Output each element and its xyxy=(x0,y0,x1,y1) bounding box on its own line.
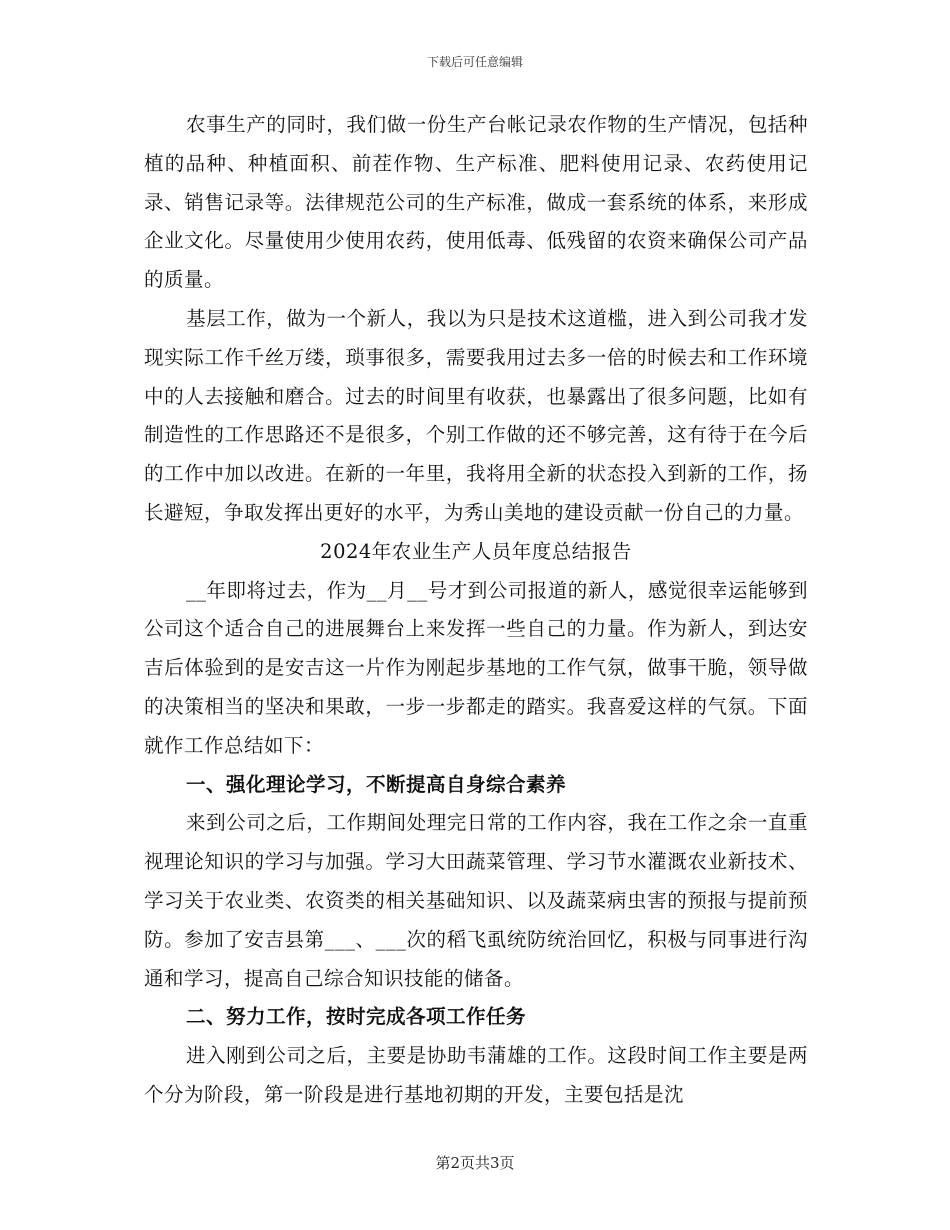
page-footer: 第2页共3页 xyxy=(435,1154,515,1172)
paragraph-introduction: __年即将过去，作为__月__号才到公司报道的新人，感觉很幸运能够到公司这个适合自己的进展舞台上来发挥一些自己的力量。作为新人，到达安吉后体验到的是安吉这一片作为刚起步基地的工作气氛，做事干脆，领导做的决策相当的坚决和果敢，一步一步都走的踏实。我喜爱这样的气氛。下面就作工作总结如下： xyxy=(144,578,808,757)
section-heading-theory-study: 一、强化理论学习，不断提高自身综合素养 xyxy=(186,772,567,796)
report-title: 2024年农业生产人员年度总结报告 xyxy=(320,539,632,563)
paragraph-grassroots-work: 基层工作，做为一个新人，我以为只是技术这道槛，进入到公司我才发现实际工作千丝万缕，琐事很多，需要我用过去多一倍的时候去和工作环境中的人去接触和磨合。过去的时间里有收获，也暴露出了很多问题，比如有制造性的工作思路还不是很多，个别工作做的还不够完善，这有待于在今后的工作中加以改进。在新的一年里，我将用全新的状态投入到新的工作，扬长避短，争取发挥出更好的水平，为秀山美地的建设贡献一份自己的力量。 xyxy=(144,306,808,524)
page-header: 下载后可任意编辑 xyxy=(426,55,523,69)
document-body xyxy=(144,106,808,1115)
paragraph-theory-study: 来到公司之后，工作期间处理完日常的工作内容，我在工作之余一直重视理论知识的学习与加强。学习大田蔬菜管理、学习节水灌溉农业新技术、学习关于农业类、农资类的相关基础知识、以及蔬菜病虫害的预报与提前预防。参加了安吉县第___、___次的稻飞虱统防统治回忆，积极与同事进行沟通和学习，提高自己综合知识技能的储备。 xyxy=(144,811,808,990)
section-heading-work-tasks: 二、努力工作，按时完成各项工作任务 xyxy=(186,1005,527,1029)
paragraph-work-tasks: 进入刚到公司之后，主要是协助韦蒲雄的工作。这段时间工作主要是两个分为阶段，第一阶段是进行基地初期的开发，主要包括是沈 xyxy=(144,1044,808,1106)
paragraph-production-records: 农事生产的同时，我们做一份生产台帐记录农作物的生产情况，包括种植的品种、种植面积、前茬作物、生产标准、肥料使用记录、农药使用记录、销售记录等。法律规范公司的生产标准，做成一套系统的体系，来形成企业文化。尽量使用少使用农药，使用低毒、低残留的农资来确保公司产品的质量。 xyxy=(144,113,808,292)
